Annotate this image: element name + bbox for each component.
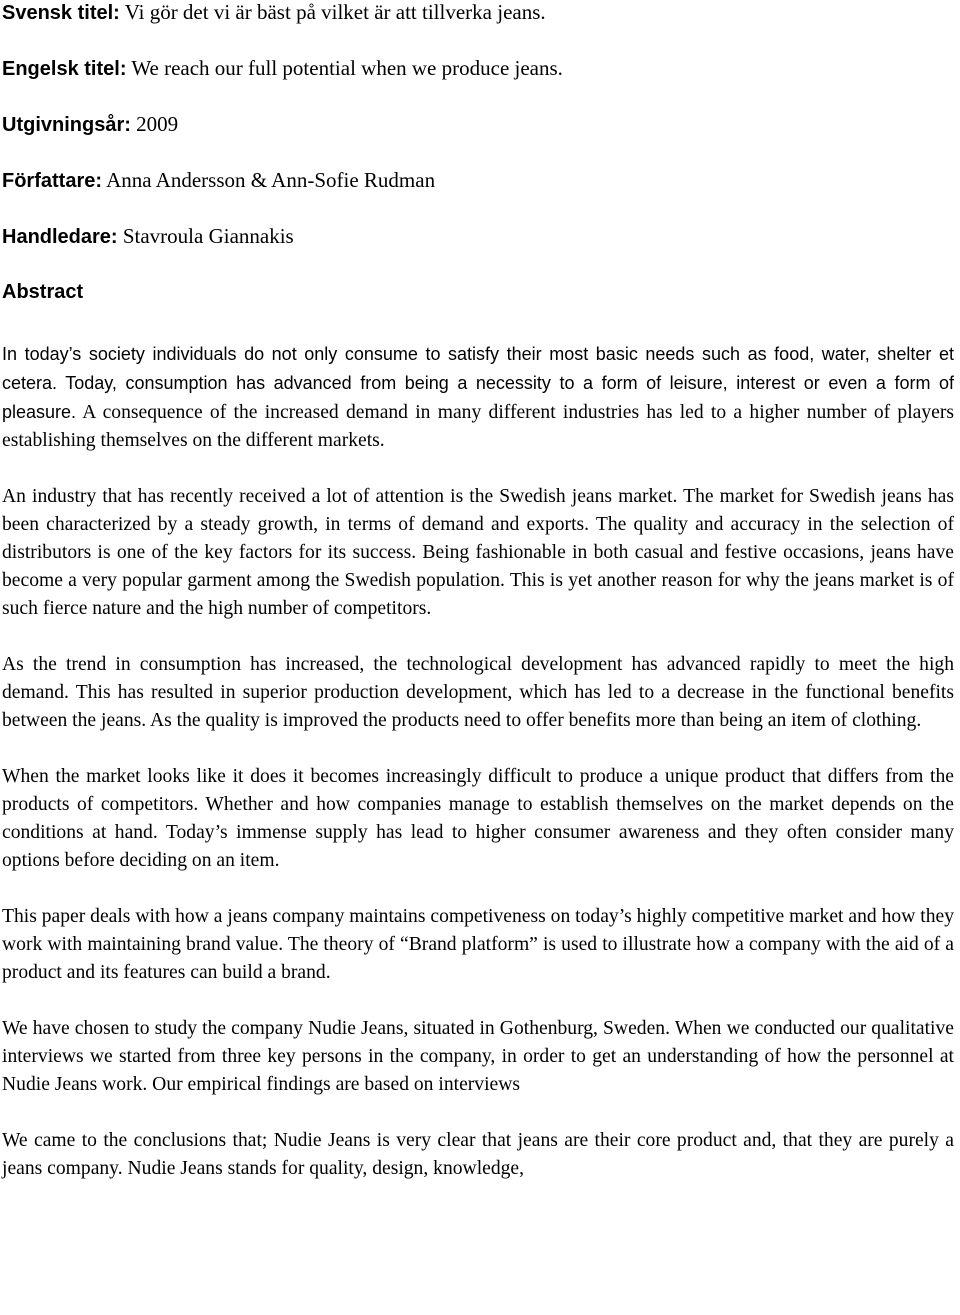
swedish-title-label: Svensk titel: [2,2,120,24]
swedish-title: Vi gör det vi är bäst på vilket är att tillverka jeans. [124,0,546,24]
abstract-paragraph-6: We have chosen to study the company Nudie Jeans, situated in Gothenburg, Sweden. When we conducted our qualitative interviews we started from three key persons in the company, in order to get an understanding of how the personnel at Nudie Jeans work. Our empirical findings are based on interviews [2,1018,954,1095]
abstract-heading: Abstract [2,281,84,303]
year-label: Utgivningsår: [2,114,131,136]
supervisor-line [2,224,954,280]
english-title-line [2,56,954,112]
abstract-paragraph-7: We came to the conclusions that; Nudie Jeans is very clear that jeans are their core product and, that they are purely a jeans company. Nudie Jeans stands for quality, design, knowledge, [2,1130,954,1179]
swedish-title-line [2,0,954,56]
authors: Anna Andersson & Ann-Sofie Rudman [106,168,436,192]
abstract-paragraph-4: When the market looks like it does it becomes increasingly difficult to produce a unique product that differs from the products of competitors. Whether and how companies manage to establish themselves on the market depends on the conditions at hand. Today’s immense supply has lead to higher consumer awareness and they often consider many options before deciding on an item. [2,766,954,871]
abstract-paragraph-1-serif: A consequence of the increased demand in many different industries has led to a higher number of players establishing themselves on the different markets. [2,402,954,451]
english-title-label: Engelsk titel: [2,58,127,80]
abstract-paragraph-1-sans: In today’s society individuals do not only consume to satisfy their most basic needs such as food, water, shelter et cetera. Today, consumption has advanced from being a necessity to a form of leisure, interest or even a form of pleasure. [2,344,954,422]
abstract-paragraph-5: This paper deals with how a jeans company maintains competiveness on today’s highly competitive market and how they work with maintaining brand value. The theory of “Brand platform” is used to illustrate how a company with the aid of a product and its features can build a brand. [2,906,954,983]
supervisor: Stavroula Giannakis [122,224,294,248]
year: 2009 [136,112,179,136]
year-line [2,112,954,168]
authors-line [2,168,954,224]
supervisor-label: Handledare: [2,226,118,248]
authors-label: Författare: [2,170,103,192]
abstract-paragraph-2: An industry that has recently received a lot of attention is the Swedish jeans market. The market for Swedish jeans has been characterized by a steady growth, in terms of demand and exports. The quality and accuracy in the selection of distributors is one of the key factors for its success. Being fashionable in both casual and festive occasions, jeans have become a very popular garment among the Swedish population. This is yet another reason for why the jeans market is of such fierce nature and the high number of competitors. [2,486,954,619]
abstract-paragraph-3: As the trend in consumption has increased, the technological development has advanced rapidly to meet the high demand. This has resulted in superior production development, which has led to a decrease in the functional benefits between the jeans. As the quality is improved the products need to offer benefits more than being an item of clothing. [2,654,954,731]
document-page [2,0,954,1211]
english-title: We reach our full potential when we produce jeans. [131,56,563,80]
abstract-paragraph-1 [2,340,954,455]
